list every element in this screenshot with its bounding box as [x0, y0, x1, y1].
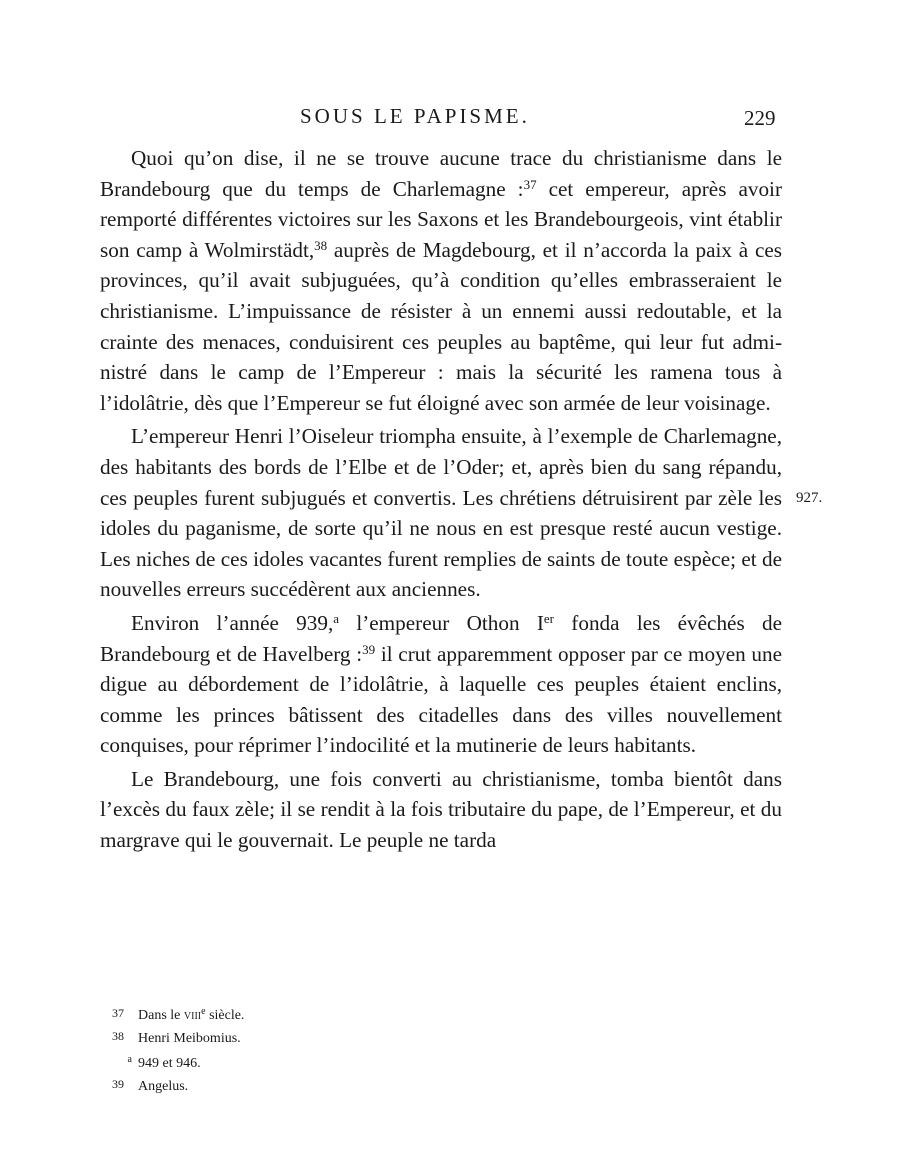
paragraph-text: Quoi qu’on dise, il ne se trouve aucune trace du christianisme dans le Brandebourg que du temps de Charlemagne :: [100, 146, 782, 201]
note-reference: er: [543, 610, 554, 626]
body-paragraph: [100, 764, 782, 856]
note-reference: a: [333, 610, 340, 626]
footnote-marker: 37: [112, 1006, 124, 1020]
paragraph-text: il crut apparemment opposer par ce moyen une digue au débordement de l’idolâtrie, à laquelle ces peuples étaient enclins, comme les princes bâtissent des citadelles dans des villes nouvellement conquises, pour réprimer l’indocilité et la mutinerie de leurs habitants.: [100, 641, 782, 758]
body-text: [100, 143, 782, 856]
paragraph-text: L’empereur Henri l’Oiseleur triompha ensuite, à l’exemple de Charlemagne, des habitants des bords de l’Elbe et de l’Oder; et, après bien du sang répandu, ces peuples furent subjugués et convertis. Les chrétiens détruisirent par zèle les idoles du paganisme, de sorte qu’il ne nous en est presque resté aucun vestige. Les niches de ces idoles vacantes furent remplies de saints de toute espèce; et de nouvelles erreurs succédèrent aux anciennes.: [100, 424, 782, 602]
paragraph-text: cet empereur, après avoir remporté différentes victoires sur les Saxons et les Brandebourgeois, vint établir son camp à Wolmirstädt,: [100, 176, 782, 262]
running-header: [0, 104, 900, 134]
paragraph-text: auprès de Magdebourg, et il n’accorda la paix à ces provinces, qu’il avait subjuguées, qu’à condition qu’elles embrasseraient le christianisme. L’impuissance de résister à un ennemi aussi redoutable, et la crainte des menaces, conduisirent ces peuples au baptême, qui leur fut administré dans le camp de l’Empereur : mais la sécurité les ramena tous à l’idolâtrie, dès que l’Empereur se fut éloigné avec son armée de leur voisinage.: [100, 237, 782, 415]
footnote-text: Dans le: [138, 1008, 184, 1023]
running-title: SOUS LE PAPISME.: [300, 104, 530, 128]
note-reference: 38: [314, 237, 328, 253]
footnote-text: Henri Meibomius.: [138, 1031, 241, 1046]
footnotes: [112, 1003, 512, 1097]
footnote-marker: 39: [112, 1077, 124, 1091]
page-number: 229: [744, 106, 776, 130]
paragraph-text: Environ l’année 939,: [131, 610, 334, 635]
footnote-marker: 38: [112, 1029, 124, 1043]
footnote-38: [112, 1026, 512, 1049]
footnote-text: Angelus.: [138, 1079, 189, 1094]
body-paragraph: [100, 608, 782, 761]
footnote-37: [112, 1003, 512, 1026]
note-reference: 37: [523, 176, 537, 192]
body-paragraph: [100, 421, 782, 605]
footnote-superscript: e: [201, 1006, 206, 1017]
paragraph-text: fonda les évêchés de Brandebourg et de Havelberg :: [100, 610, 782, 666]
margin-date-note: 927.: [796, 490, 823, 506]
note-reference: 39: [362, 641, 376, 657]
footnote-text: 949 et 946.: [138, 1056, 201, 1071]
body-paragraph: [100, 143, 782, 418]
footnote-text-tail: siècle.: [205, 1008, 245, 1023]
paragraph-text: Le Brandebourg, une fois converti au christianisme, tomba bientôt dans l’excès du faux zèle; il se rendit à la fois tributaire du pape, de l’Empereur, et du margrave qui le gouvernait. Le peuple ne tarda: [100, 766, 782, 853]
footnote-century: viii: [183, 1008, 202, 1023]
footnote-a: [112, 1049, 512, 1074]
footnote-39: [112, 1074, 512, 1097]
paragraph-text: l’empereur Othon I: [339, 610, 544, 635]
footnote-marker: a: [127, 1054, 132, 1065]
